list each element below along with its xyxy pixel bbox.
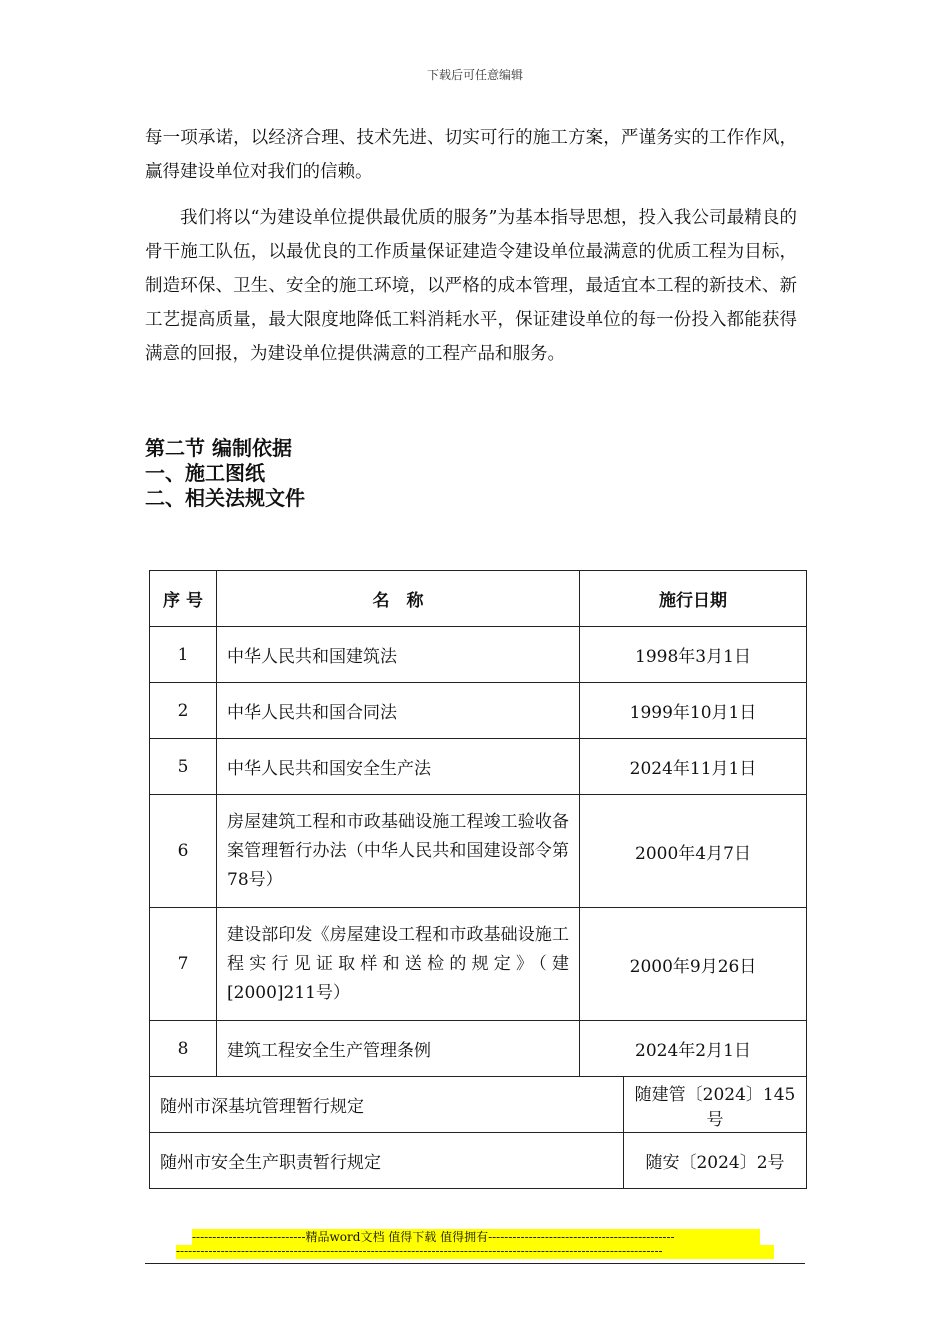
- paragraph-2: 我们将以“为建设单位提供最优质的服务”为基本指导思想，投入我公司最精良的骨干施工队伍，以最优良的工作质量保证建造令建设单位最满意的优质工程为目标，制造环保、卫生、安全的施工环境，以严格的成本管理，最适宜本工程的新技术、新工艺提高质量，最大限度地降低工料消耗水平，保证建设单位的每一份投入都能获得满意的回报，为建设单位提供满意的工程产品和服务。: [145, 208, 797, 364]
- header-no: 序 号: [150, 571, 217, 627]
- row-name: 房屋建筑工程和市政基础设施工程竣工验收备案管理暂行办法（中华人民共和国建设部令第78号）: [217, 795, 580, 908]
- row-doc-number: 随建管〔2024〕145号: [624, 1077, 807, 1133]
- table-row: [150, 908, 807, 1021]
- row-date: 1999年10月1日: [580, 683, 807, 739]
- subheading-drawings: 一、施工图纸: [145, 461, 265, 485]
- regulations-table: [149, 570, 807, 1189]
- row-name: 中华人民共和国建筑法: [217, 627, 580, 683]
- header-name: 名 称: [217, 571, 580, 627]
- footer-divider: [145, 1263, 805, 1264]
- row-name: 中华人民共和国安全生产法: [217, 739, 580, 795]
- table-row: [150, 739, 807, 795]
- row-no: 1: [150, 627, 217, 683]
- table-header-row: [150, 571, 807, 627]
- row-date: 1998年3月1日: [580, 627, 807, 683]
- row-doc-number: 随安〔2024〕2号: [624, 1133, 807, 1189]
- table-row-local: [150, 1077, 807, 1133]
- paragraph-1: 每一项承诺，以经济合理、技术先进、切实可行的施工方案，严谨务实的工作作风，赢得建设单位对我们的信赖。: [145, 128, 797, 182]
- section-heading: 第二节 编制依据: [145, 436, 292, 460]
- table-row-local: [150, 1133, 807, 1189]
- header-date: 施行日期: [580, 571, 807, 627]
- row-no: 2: [150, 683, 217, 739]
- row-name: 中华人民共和国合同法: [217, 683, 580, 739]
- footer-banner: ----------------------------精品word文档 值得下载 值得拥有----------------------------------------------: [192, 1229, 760, 1246]
- row-name: 随州市深基坑管理暂行规定: [150, 1077, 624, 1133]
- row-date: 2024年11月1日: [580, 739, 807, 795]
- footer-dashes: ------------------------------------------------------------------------------------------------------------------------: [176, 1245, 774, 1259]
- subheading-regulations: 二、相关法规文件: [145, 486, 305, 510]
- row-name: 建筑工程安全生产管理条例: [217, 1021, 580, 1077]
- row-no: 7: [150, 908, 217, 1021]
- table-row: [150, 1021, 807, 1077]
- row-name: 建设部印发《房屋建设工程和市政基础设施工程实行见证取样和送检的规定》（建[2000]211号）: [217, 908, 580, 1021]
- row-name: 随州市安全生产职责暂行规定: [150, 1133, 624, 1189]
- row-no: 6: [150, 795, 217, 908]
- table-row: [150, 795, 807, 908]
- row-no: 5: [150, 739, 217, 795]
- table-row: [150, 683, 807, 739]
- row-date: 2000年4月7日: [580, 795, 807, 908]
- row-no: 8: [150, 1021, 217, 1077]
- row-date: 2024年2月1日: [580, 1021, 807, 1077]
- header-note: 下载后可任意编辑: [426, 68, 523, 82]
- table-row: [150, 627, 807, 683]
- row-date: 2000年9月26日: [580, 908, 807, 1021]
